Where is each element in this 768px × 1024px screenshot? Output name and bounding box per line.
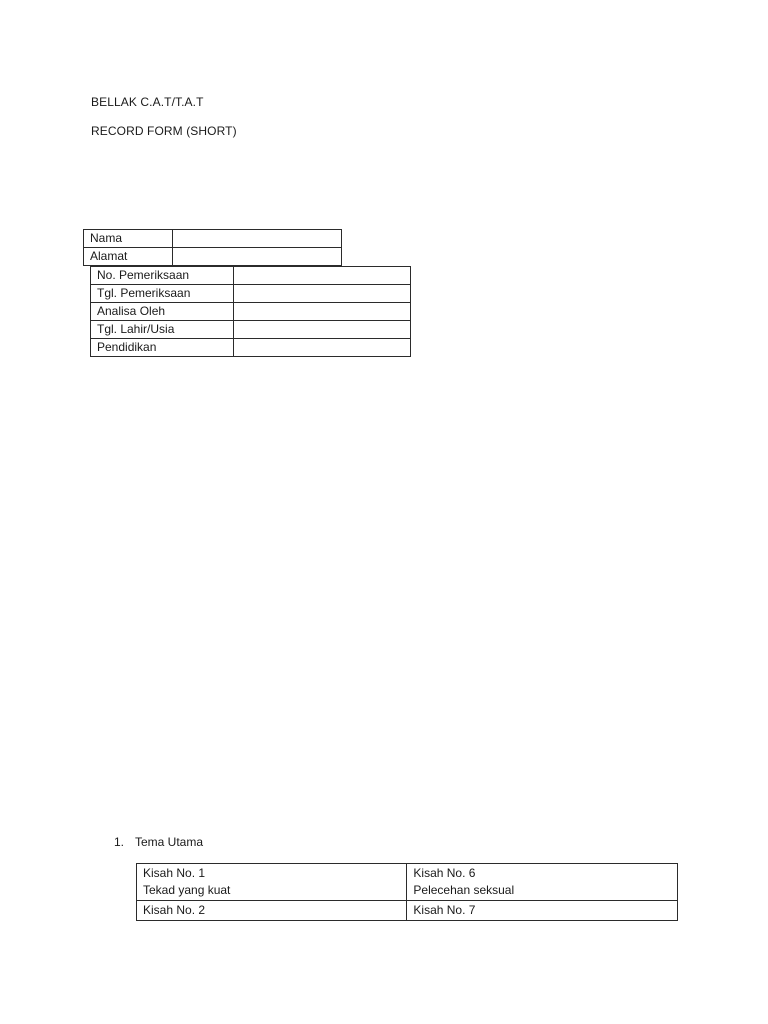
story-number: Kisah No. 1 [143,866,206,880]
table-row [84,248,342,266]
story-number: Kisah No. 7 [413,903,476,917]
stories-table [136,863,678,921]
story-cell [137,864,407,901]
field-label-tgl-lahir-usia: Tgl. Lahir/Usia [91,321,234,339]
field-label-nama: Nama [84,230,173,248]
field-label-tgl-pemeriksaan: Tgl. Pemeriksaan [91,285,234,303]
story-theme: Tekad yang kuat [143,883,231,897]
field-label-alamat: Alamat [84,248,173,266]
field-value-tgl-pemeriksaan[interactable] [234,285,411,303]
field-value-no-pemeriksaan[interactable] [234,267,411,285]
field-value-nama[interactable] [173,230,342,248]
table-row [84,230,342,248]
story-number: Kisah No. 6 [413,866,476,880]
field-value-pendidikan[interactable] [234,339,411,357]
document-title: BELLAK C.A.T/T.A.T [91,95,204,109]
story-cell [407,864,678,901]
field-value-tgl-lahir-usia[interactable] [234,321,411,339]
field-value-analisa-oleh[interactable] [234,303,411,321]
document-subtitle: RECORD FORM (SHORT) [91,124,237,138]
table-row [91,285,411,303]
story-cell [407,901,678,921]
table-row [91,321,411,339]
field-label-pendidikan: Pendidikan [91,339,234,357]
table-row [91,339,411,357]
section-heading [114,835,203,849]
section-title: Tema Utama [135,835,204,849]
story-theme: Pelecehan seksual [413,883,515,897]
field-value-alamat[interactable] [173,248,342,266]
story-cell [137,901,407,921]
section-number: 1. [114,835,125,849]
identity-table [83,229,342,266]
table-row [91,303,411,321]
exam-table [90,266,411,357]
story-number: Kisah No. 2 [143,903,206,917]
table-row [137,901,678,921]
field-label-analisa-oleh: Analisa Oleh [91,303,234,321]
table-row [91,267,411,285]
table-row [137,864,678,901]
field-label-no-pemeriksaan: No. Pemeriksaan [91,267,234,285]
